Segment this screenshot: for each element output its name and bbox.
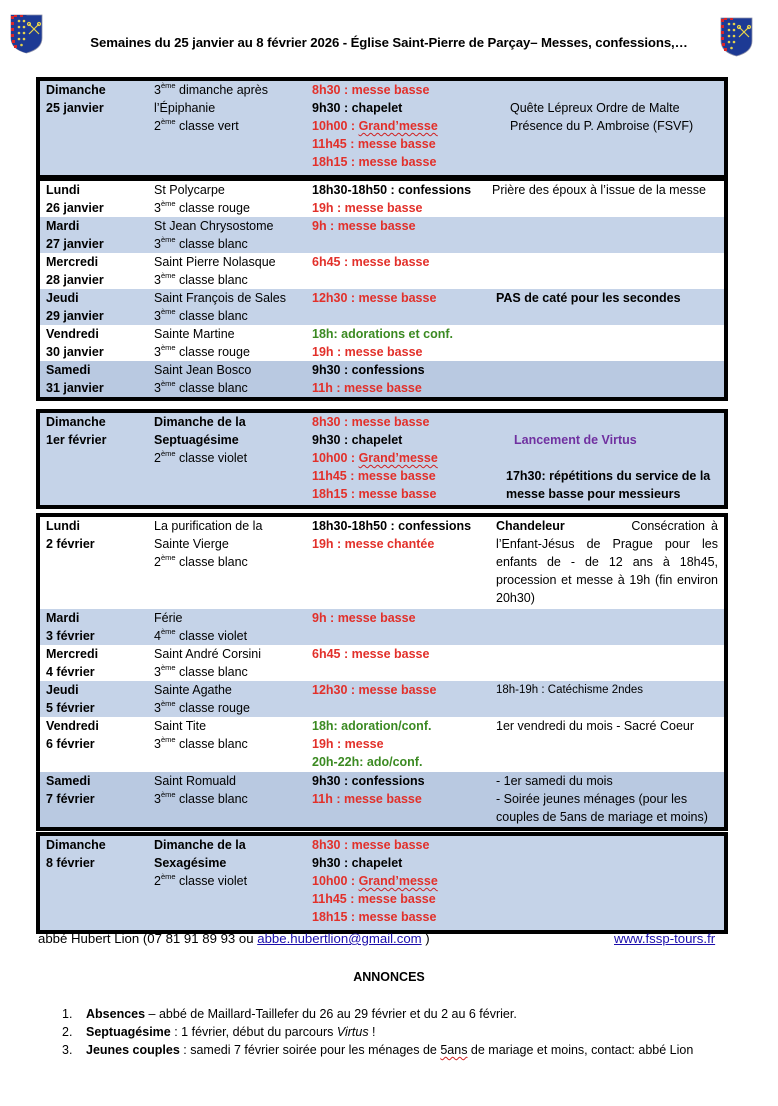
list-item: 3. Jeunes couples : samedi 7 février soirée pour les ménages de 5ans de mariage et moins, contact: abbé Lion: [62, 1043, 694, 1057]
day-name: Lundi: [46, 183, 81, 197]
day-name: Mercredi: [46, 255, 99, 269]
day-date: 26 janvier: [46, 201, 104, 215]
note: Prière des époux à l’issue de la messe: [492, 183, 707, 197]
liturgical-class: 2ème classe violet: [154, 872, 248, 888]
feast-name: Dimanche de la: [154, 415, 246, 429]
table-row: [40, 517, 724, 609]
saint-name: La purification de la: [154, 519, 263, 533]
schedule-item: 10h00 : Grand’messe: [312, 451, 438, 465]
schedule-item: 11h45 : messe basse: [312, 137, 436, 151]
liturgical-class: 3ème classe blanc: [154, 307, 248, 323]
day-date: 28 janvier: [46, 273, 104, 287]
feast-name-line2: Septuagésime: [154, 433, 239, 447]
chandeleur-note: Chandeleur Consécration à l’Enfant-Jésus de Prague pour les enfants de - de 12 ans à 18h45, procession et messe à 19h (fin environ 20h30): [496, 519, 718, 605]
schedule-item: 18h30-18h50 : confessions: [312, 183, 472, 197]
schedule-item: 9h30 : confessions: [312, 363, 425, 377]
table-row: [40, 289, 724, 325]
schedule-item: 18h: adorations et conf.: [312, 327, 453, 341]
schedule-item: 9h : messe basse: [312, 219, 416, 233]
table-row: [40, 772, 724, 827]
schedule-item: 8h30 : messe basse: [312, 838, 430, 852]
contact-line: abbé Hubert Lion (07 81 91 89 93 ou abbe.hubertlion@gmail.com ): [38, 931, 430, 946]
schedule-item: 20h-22h: ado/conf.: [312, 755, 423, 769]
saint-name: Saint Pierre Nolasque: [154, 255, 276, 269]
schedule-item: 9h : messe basse: [312, 611, 416, 625]
website-link[interactable]: www.fssp-tours.fr: [614, 931, 716, 946]
saint-name: Férie: [154, 611, 183, 625]
note: messe basse pour messieurs: [506, 487, 681, 501]
saint-name: Saint François de Sales: [154, 291, 287, 305]
day-name: Dimanche: [46, 838, 106, 852]
table-row: [40, 81, 724, 175]
week-26-31-janvier-block: [36, 177, 728, 401]
table-row: [40, 681, 724, 717]
day-date: 6 février: [46, 737, 95, 751]
saint-name: Saint Romuald: [154, 774, 236, 788]
note: Quête Lépreux Ordre de Malte: [510, 101, 680, 115]
liturgical-class: 3ème classe blanc: [154, 735, 248, 751]
note: couples de 5ans de mariage et moins): [496, 810, 708, 824]
schedule-item: 18h: adoration/conf.: [312, 719, 432, 733]
note: 17h30: répétitions du service de la: [506, 469, 711, 483]
liturgical-class: 2ème classe violet: [154, 449, 248, 465]
schedule-item: 11h : messe basse: [312, 381, 422, 395]
schedule-item: 18h30-18h50 : confessions: [312, 519, 472, 533]
schedule-item: 19h : messe basse: [312, 345, 423, 359]
day-date: 3 février: [46, 629, 95, 643]
schedule-item: 6h45 : messe basse: [312, 255, 430, 269]
schedule-item: 8h30 : messe basse: [312, 415, 430, 429]
table-row: [40, 609, 724, 645]
liturgical-class: 3ème classe blanc: [154, 235, 248, 251]
day-name: Lundi: [46, 519, 81, 533]
feast-name-line2: Sexagésime: [154, 856, 227, 870]
day-date: 8 février: [46, 856, 95, 870]
table-row: [40, 413, 724, 505]
liturgical-class: 3ème classe rouge: [154, 199, 250, 215]
schedule-item: 9h30 : confessions: [312, 774, 425, 788]
saint-name: Sainte Martine: [154, 327, 235, 341]
schedule-item: 19h : messe: [312, 737, 384, 751]
saint-name: St Polycarpe: [154, 183, 225, 197]
liturgical-class: 2ème classe vert: [154, 117, 239, 133]
table-row: [40, 325, 724, 361]
saint-name: Saint André Corsini: [154, 647, 262, 661]
note: 1er vendredi du mois - Sacré Coeur: [496, 719, 695, 733]
schedule-item: 9h30 : chapelet: [312, 101, 403, 115]
day-name: Samedi: [46, 363, 91, 377]
note: - 1er samedi du mois: [496, 774, 613, 788]
liturgical-class: 3ème classe blanc: [154, 379, 248, 395]
week-2-7-fevrier-block: [36, 513, 728, 831]
day-name: Vendredi: [46, 327, 99, 341]
annonces-heading: ANNONCES: [353, 970, 425, 984]
note: Présence du P. Ambroise (FSVF): [510, 119, 694, 133]
schedule-item: 11h45 : messe basse: [312, 892, 436, 906]
table-row: [40, 836, 724, 930]
table-row: [40, 645, 724, 681]
note: PAS de caté pour les secondes: [496, 291, 681, 305]
day-name: Dimanche: [46, 83, 106, 97]
schedule-item: 12h30 : messe basse: [312, 683, 437, 697]
note: - Soirée jeunes ménages (pour les: [496, 792, 688, 806]
page-title: Semaines du 25 janvier au 8 février 2026 - Église Saint-Pierre de Parçay– Messes, confessions,…: [90, 35, 688, 50]
table-row: [40, 361, 724, 397]
schedule-item: 8h30 : messe basse: [312, 83, 430, 97]
feast-name: Dimanche de la: [154, 838, 246, 852]
saint-name-line2: Sainte Vierge: [154, 537, 229, 551]
sunday-8-fevrier-block: [36, 832, 728, 934]
saint-name: Sainte Agathe: [154, 683, 232, 697]
day-name: Mardi: [46, 611, 80, 625]
list-item: 1. Absences – abbé de Maillard-Taillefer du 26 au 29 février et du 2 au 6 février.: [62, 1007, 517, 1021]
sunday-25-janvier-block: [36, 77, 728, 179]
table-row: [40, 717, 724, 772]
schedule-item: 9h30 : chapelet: [312, 856, 403, 870]
day-date: 5 février: [46, 701, 95, 715]
day-date: 1er février: [46, 433, 107, 447]
schedule-item: 9h30 : chapelet: [312, 433, 403, 447]
liturgical-class: 3ème classe rouge: [154, 699, 250, 715]
liturgical-class: 3ème classe blanc: [154, 790, 248, 806]
saint-name: St Jean Chrysostome: [154, 219, 274, 233]
list-item: 2. Septuagésime : 1 février, début du parcours Virtus !: [62, 1025, 376, 1039]
day-name: Jeudi: [46, 291, 79, 305]
liturgical-class: 3ème classe rouge: [154, 343, 250, 359]
virtus-launch-note: Lancement de Virtus: [514, 433, 637, 447]
schedule-item: 10h00 : Grand’messe: [312, 119, 438, 133]
liturgical-class: 3ème classe blanc: [154, 271, 248, 287]
schedule-item: 18h15 : messe basse: [312, 487, 437, 501]
saint-name: Saint Tite: [154, 719, 207, 733]
day-date: 7 février: [46, 792, 95, 806]
day-name: Mardi: [46, 219, 80, 233]
day-date: 4 février: [46, 665, 95, 679]
schedule-item: 10h00 : Grand’messe: [312, 874, 438, 888]
schedule-item: 18h15 : messe basse: [312, 910, 437, 924]
day-date: 29 janvier: [46, 309, 104, 323]
schedule-item: 19h : messe basse: [312, 201, 423, 215]
annonces-list: [62, 1005, 693, 1059]
liturgical-class: 3ème classe blanc: [154, 663, 248, 679]
day-name: Mercredi: [46, 647, 99, 661]
saint-name: Saint Jean Bosco: [154, 363, 252, 377]
day-name: Samedi: [46, 774, 91, 788]
feast-name: 3ème dimanche après: [154, 81, 268, 97]
schedule-item: 18h15 : messe basse: [312, 155, 437, 169]
feast-name-line2: l’Épiphanie: [154, 101, 216, 115]
schedule-item: 12h30 : messe basse: [312, 291, 437, 305]
schedule-item: 11h45 : messe basse: [312, 469, 436, 483]
table-row: [40, 181, 724, 217]
sunday-1-fevrier-block: [36, 409, 728, 509]
table-row: [40, 253, 724, 289]
day-name: Vendredi: [46, 719, 99, 733]
liturgical-class: 2ème classe blanc: [154, 553, 248, 569]
email-link[interactable]: abbe.hubertlion@gmail.com: [257, 931, 422, 946]
day-name: Dimanche: [46, 415, 106, 429]
schedule-item: 6h45 : messe basse: [312, 647, 430, 661]
note: 18h-19h : Catéchisme 2ndes: [496, 684, 644, 696]
schedule-item: 19h : messe chantée: [312, 537, 435, 551]
day-date: 2 février: [46, 537, 95, 551]
liturgical-class: 4ème classe violet: [154, 627, 248, 643]
day-date: 25 janvier: [46, 101, 104, 115]
day-name: Jeudi: [46, 683, 79, 697]
day-date: 27 janvier: [46, 237, 104, 251]
schedule-item: 11h : messe basse: [312, 792, 422, 806]
table-row: [40, 217, 724, 253]
day-date: 30 janvier: [46, 345, 104, 359]
day-date: 31 janvier: [46, 381, 104, 395]
